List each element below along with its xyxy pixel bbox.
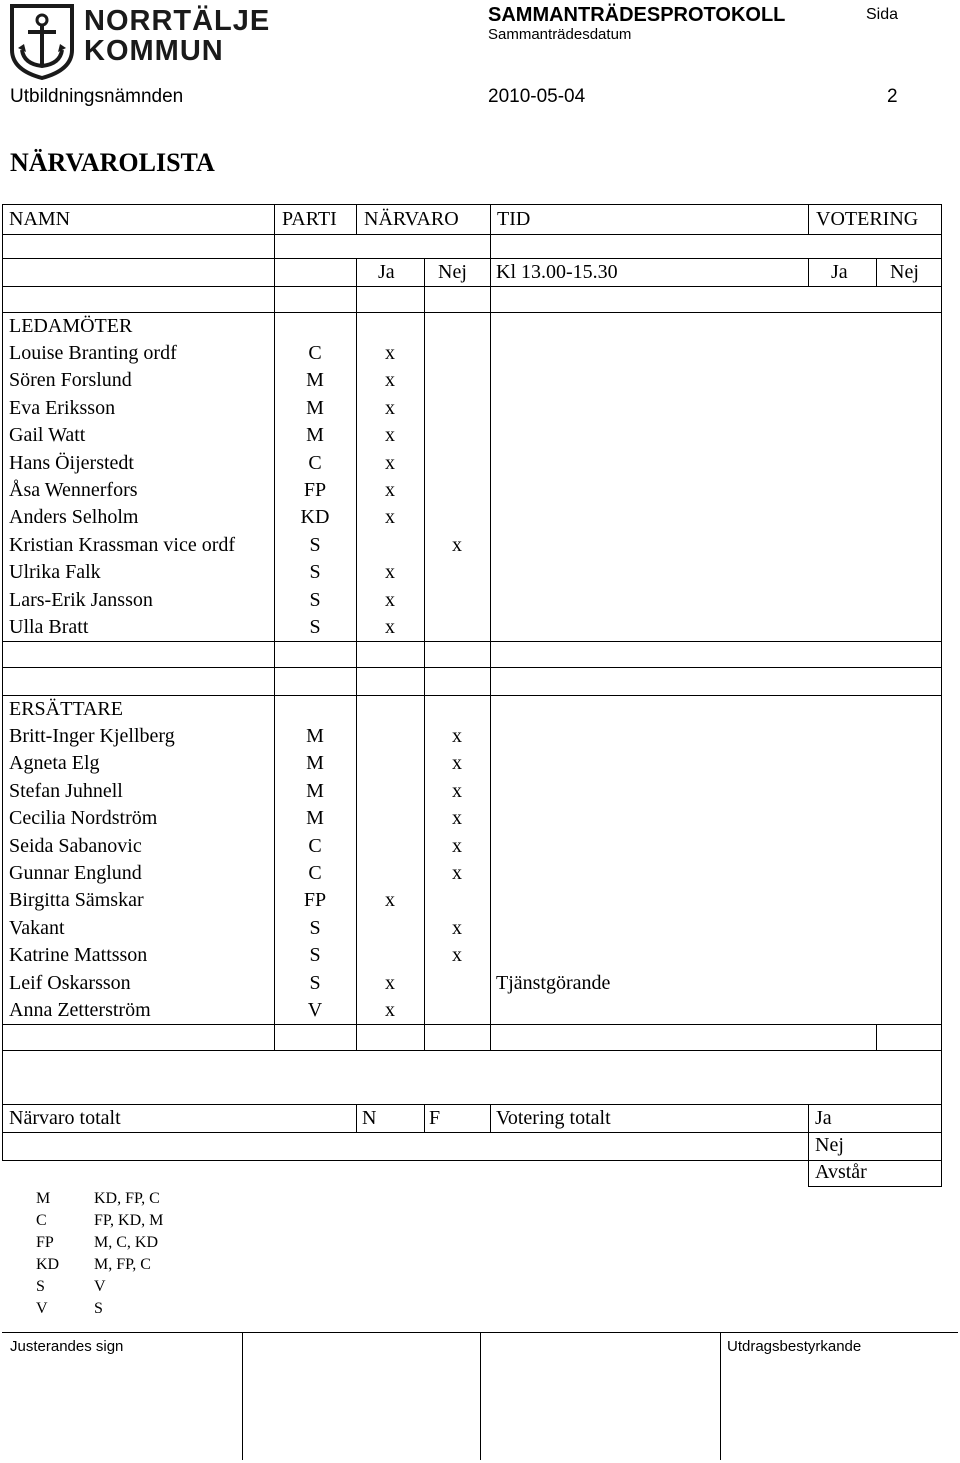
attendance-no: x — [452, 862, 462, 884]
legend-party: S — [36, 1278, 45, 1295]
legend-party: V — [36, 1300, 48, 1317]
section-substitutes: ERSÄTTARE — [9, 698, 123, 720]
attendance-no: x — [452, 533, 462, 556]
attendance-yes: x — [385, 342, 395, 364]
attendance-yes: x — [385, 588, 395, 611]
person-name: Agneta Elg — [9, 752, 100, 775]
col-header-time: TID — [497, 208, 531, 230]
section-members: LEDAMÖTER — [9, 315, 133, 337]
attendance-yes: x — [385, 424, 395, 447]
person-name: Cecilia Nordström — [9, 807, 158, 830]
vote-yes-header: Ja — [831, 261, 848, 283]
attendance-no: x — [452, 944, 462, 967]
person-name: Eva Eriksson — [9, 396, 116, 419]
attendance-table — [2, 204, 942, 1187]
person-name: Anna Zetterström — [9, 999, 151, 1021]
attendance-yes: x — [385, 971, 395, 994]
attendance-no-header: Nej — [438, 261, 467, 283]
person-name: Vakant — [9, 916, 65, 939]
meeting-date: 2010-05-04 — [488, 86, 586, 107]
person-name: Leif Oskarsson — [9, 971, 131, 994]
party: C — [308, 862, 322, 884]
attendance-yes: x — [385, 506, 395, 529]
vote-option-no: Nej — [815, 1134, 844, 1156]
attendance-yes: x — [385, 999, 395, 1021]
party-vote-order-legend — [30, 1188, 163, 1320]
person-name: Anders Selholm — [9, 506, 139, 529]
attendance-yes-header: Ja — [378, 261, 395, 283]
protocol-title: SAMMANTRÄDESPROTOKOLL — [488, 4, 786, 26]
legend-party: KD — [36, 1256, 60, 1273]
party: M — [306, 424, 324, 447]
time-range: Kl 13.00-15.30 — [496, 261, 618, 283]
person-name: Katrine Mattsson — [9, 944, 148, 967]
person-name: Louise Branting ordf — [9, 342, 177, 364]
legend-order: V — [94, 1278, 106, 1295]
legend-order: S — [94, 1300, 103, 1317]
attendance-no: x — [452, 779, 462, 802]
signature-footer — [2, 1332, 958, 1462]
person-name: Gunnar Englund — [9, 862, 142, 884]
party: M — [306, 396, 324, 419]
page-title: NÄRVAROLISTA — [10, 148, 215, 177]
person-name: Birgitta Sämskar — [9, 889, 144, 912]
total-f-label: F — [429, 1107, 441, 1129]
party: C — [308, 342, 322, 364]
party: M — [306, 807, 324, 830]
coat-of-arms-icon — [10, 4, 78, 80]
col-header-name: NAMN — [9, 208, 71, 230]
person-name: Stefan Juhnell — [9, 779, 123, 802]
party: FP — [303, 479, 327, 501]
legend-row — [30, 1232, 163, 1254]
legend-party: FP — [36, 1234, 54, 1251]
party: C — [308, 451, 322, 474]
attendance-yes: x — [385, 451, 395, 474]
party: M — [306, 752, 324, 775]
total-n-label: N — [362, 1107, 377, 1129]
person-name: Kristian Krassman vice ordf — [9, 533, 236, 556]
person-name: Gail Watt — [9, 424, 86, 447]
person-name: Ulla Bratt — [9, 616, 89, 638]
adjuster-sign-label: Justerandes sign — [10, 1338, 124, 1355]
attendance-yes: x — [385, 369, 395, 392]
legend-row — [30, 1210, 163, 1232]
attendance-yes: x — [385, 479, 395, 501]
attendance-no: x — [452, 834, 462, 857]
total-vote-label: Votering totalt — [496, 1107, 611, 1129]
party: S — [309, 533, 321, 556]
party: S — [309, 971, 321, 994]
legend-order: FP, KD, M — [94, 1212, 164, 1229]
legend-party: C — [36, 1212, 47, 1229]
legend-row — [30, 1276, 163, 1298]
party: FP — [303, 889, 327, 912]
col-header-attendance: NÄRVARO — [364, 208, 459, 230]
municipality-name-line1: NORRTÄLJE — [84, 5, 271, 37]
attendance-yes: x — [385, 396, 395, 419]
col-header-party: PARTI — [282, 208, 337, 230]
attendance-yes: x — [385, 889, 395, 912]
vote-option-abstain: Avstår — [815, 1161, 867, 1183]
total-attendance-label: Närvaro totalt — [9, 1107, 121, 1129]
party: S — [309, 916, 321, 939]
person-name: Ulrika Falk — [9, 561, 101, 584]
party: M — [306, 779, 324, 802]
person-name: Seida Sabanovic — [9, 834, 142, 857]
party: S — [309, 944, 321, 967]
legend-order: KD, FP, C — [94, 1190, 160, 1207]
legend-order: M, FP, C — [94, 1256, 151, 1273]
municipality-name — [84, 6, 270, 66]
party: M — [306, 369, 324, 392]
person-name: Åsa Wennerfors — [9, 479, 138, 501]
party: S — [309, 588, 321, 611]
attendance-no: x — [452, 752, 462, 775]
legend-row — [30, 1188, 163, 1210]
person-name: Sören Forslund — [9, 369, 132, 392]
vote-option-yes: Ja — [815, 1107, 832, 1129]
attendance-yes: x — [385, 561, 395, 584]
person-name: Britt-Inger Kjellberg — [9, 725, 175, 747]
extract-certified-label: Utdragsbestyrkande — [727, 1338, 862, 1355]
col-header-vote: VOTERING — [816, 208, 919, 230]
committee-name: Utbildningsnämnden — [10, 86, 184, 107]
attendance-no: x — [452, 807, 462, 830]
party: V — [307, 999, 323, 1021]
party: M — [306, 725, 324, 747]
page-label: Sida — [866, 6, 899, 23]
attendance-no: x — [452, 725, 462, 747]
attendance-yes: x — [385, 616, 395, 638]
meeting-date-label: Sammanträdesdatum — [488, 26, 632, 43]
legend-row — [30, 1254, 163, 1276]
legend-row — [30, 1298, 163, 1320]
party: S — [309, 616, 321, 638]
attendance-no: x — [452, 916, 462, 939]
person-name: Hans Öijerstedt — [9, 451, 134, 474]
vote-no-header: Nej — [890, 261, 919, 283]
municipality-name-line2: KOMMUN — [84, 35, 224, 67]
party: C — [308, 834, 322, 857]
person-name: Lars-Erik Jansson — [9, 588, 153, 611]
party: KD — [300, 506, 330, 529]
party: S — [309, 561, 321, 584]
legend-order: M, C, KD — [94, 1234, 159, 1251]
time-note: Tjänstgörande — [496, 971, 611, 994]
legend-party: M — [36, 1190, 51, 1207]
page-number: 2 — [887, 86, 898, 107]
